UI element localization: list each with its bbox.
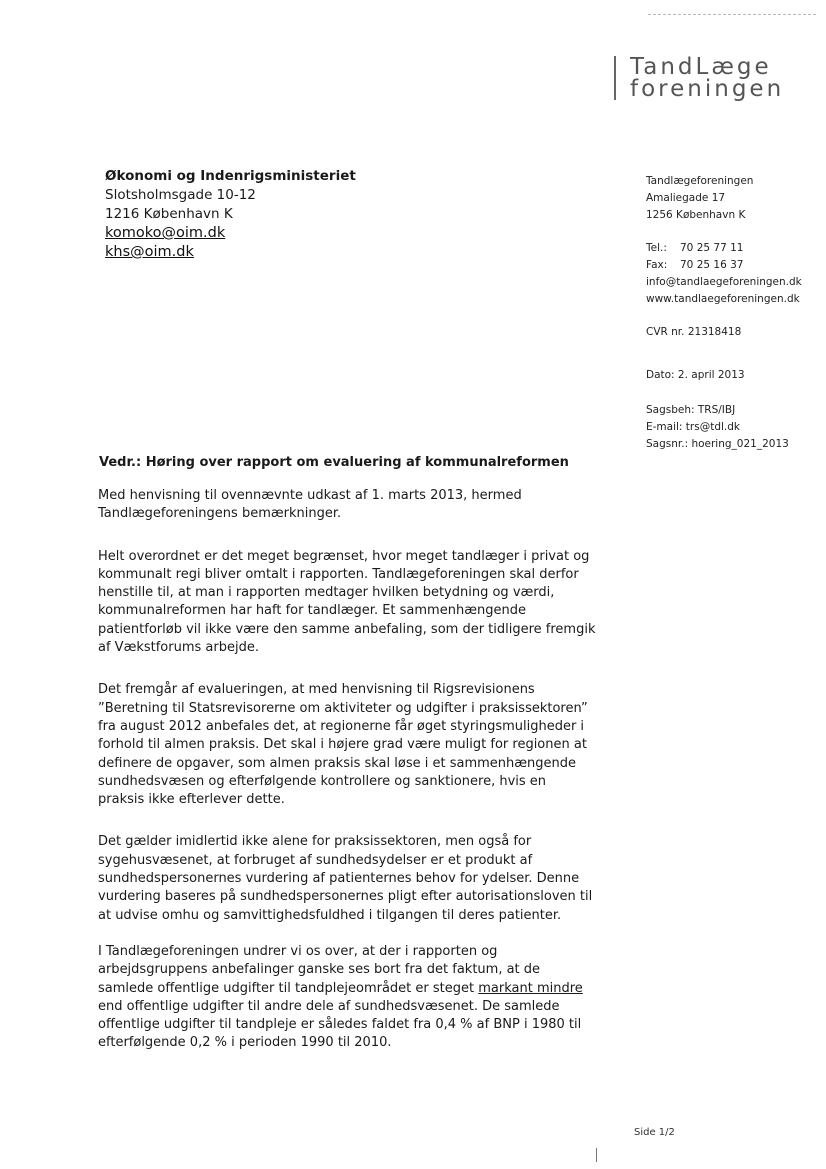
fax-number: 70 25 16 37 [680,259,744,271]
case-number: Sagsnr.: hoering_021_2013 [646,438,789,450]
paragraph-5-part-1: I Tandlægeforeningen undrer vi os over, at der i rapporten og arbejdsgruppens anbefalinger ganske ses bort fra det faktum, at de samlede offentlige udgifter til tandplejeområdet er steget [98,943,541,996]
case-handler: Sagsbeh: TRS/IBJ [646,404,736,416]
sender-info [646,173,802,453]
letter-subject: Vedr.: Høring over rapport om evaluering af kommunalreformen [99,455,569,470]
sender-name: Tandlægeforeningen [646,175,754,187]
letter-date: Dato: 2. april 2013 [646,369,745,381]
recipient-email-link-2[interactable]: khs@oim.dk [105,244,194,260]
paragraph-2: Helt overordnet er det meget begrænset, hvor meget tandlæger i privat og kommunalt regi bliver omtalt i rapporten. Tandlægeforeningen skal derfor henstille til, at man i rapporten medtager hvilken betydning og værdi, kommunalreformen har haft for tandlæger. Et sammenhængende patientforløb vil ikke være den samme anbefaling, som der tidligere fremgik af Vækstforums arbejde. [98,548,596,656]
recipient-org: Økonomi og Indenrigsministeriet [105,168,356,184]
case-email: E-mail: trs@tdl.dk [646,421,740,433]
underlined-phrase: markant mindre [478,980,583,996]
spacer [646,224,802,240]
logo-line-1: TandLæge [630,54,772,80]
fax-label: Fax: [646,259,668,271]
recipient-address [105,167,356,262]
organization-logo [614,56,784,100]
paragraph-1: Med henvisning til ovennævnte udkast af 1. marts 2013, hermed Tandlægeforeningens bemærkninger. [98,488,522,522]
sender-street: Amaliegade 17 [646,192,726,204]
recipient-street: Slotsholmsgade 10-12 [105,187,256,203]
sender-website: www.tandlaegeforeningen.dk [646,293,800,305]
sender-cvr: CVR nr. 21318418 [646,326,742,338]
sender-phone [646,240,802,257]
paragraph-5-part-2: end offentlige udgifter til andre dele af sundhedsvæsenet. De samlede offentlige udgifter til tandpleje er således faldet fra 0,4 % af BNP i 1980 til efterfølgende 0,2 % i perioden 1990 til 2010. [98,998,582,1051]
sender-email: info@tandlaegeforeningen.dk [646,276,802,288]
phone-label: Tel.: [646,242,667,254]
sender-fax [646,257,802,274]
page-number: Side 1/2 [634,1127,675,1138]
logo-line-2: foreningen [630,76,785,102]
paragraph-5 [98,943,596,1053]
scan-artifact-line [648,14,816,15]
letter-body [98,487,596,1077]
sender-city: 1256 København K [646,209,746,221]
paragraph-4: Det gælder imidlertid ikke alene for praksissektoren, men også for sygehusvæsenet, at forbruget af sundhedsydelser er et produkt af sundhedspersonernes vurdering af patienternes behov for ydelser. Denne vurdering baseres på sundhedspersonernes pligt efter autorisationsloven til at udvise omhu og samvittighedsfuldhed i tilgangen til deres patienter. [98,834,593,923]
spacer [646,384,802,402]
spacer [646,341,802,367]
scan-edge-mark [596,1148,597,1162]
spacer [646,308,802,324]
recipient-email-link-1[interactable]: komoko@oim.dk [105,225,226,241]
recipient-city: 1216 København K [105,206,233,222]
phone-number: 70 25 77 11 [680,242,744,254]
paragraph-3: Det fremgår af evalueringen, at med henvisning til Rigsrevisionens ”Beretning til Statsrevisorerne om aktiviteter og udgifter i praksissektoren” fra august 2012 anbefales det, at regionerne får øget styringsmuligheder i forhold til almen praksis. Det skal i højere grad være muligt for regionen at definere de opgaver, som almen praksis skal løse i et sammenhængende sundhedsvæsen og efterfølgende kontrollere og sanktionere, hvis en praksis ikke efterlever dette. [98,682,588,808]
